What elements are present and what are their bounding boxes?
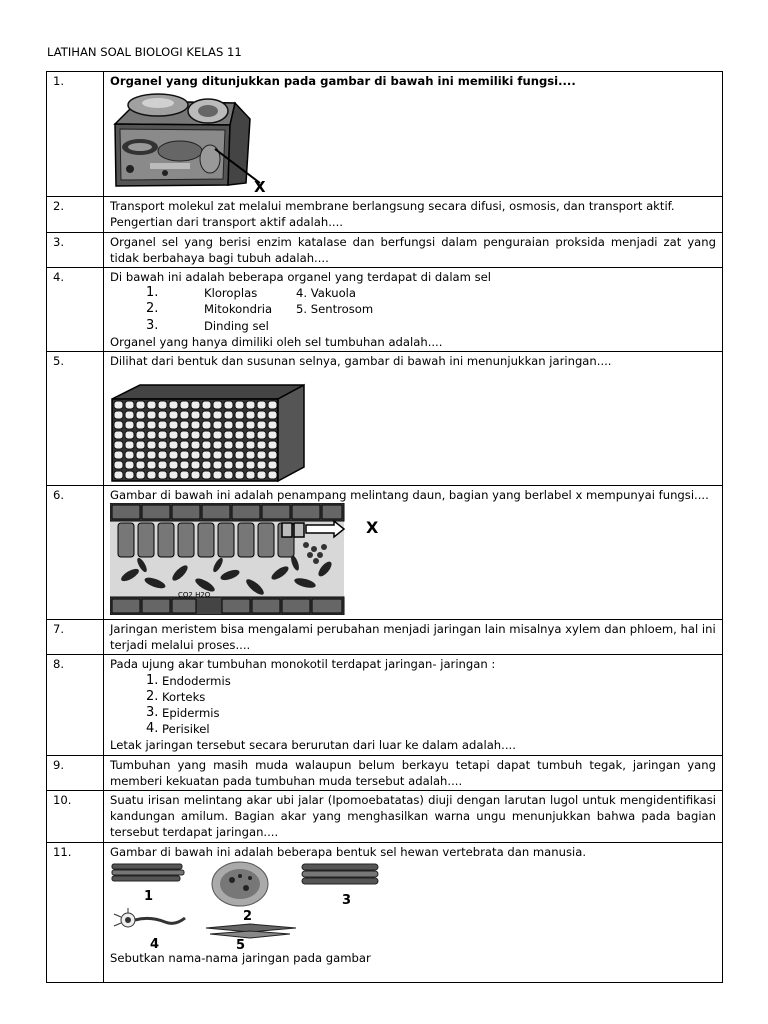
tissue-cell	[202, 471, 211, 479]
question-row-3	[47, 232, 723, 267]
list-item: 1. Endodermis	[146, 672, 231, 688]
tissue-cell	[136, 401, 145, 409]
tissue-cell	[158, 441, 167, 449]
tissue-cell	[169, 441, 178, 449]
tissue-cell	[224, 461, 233, 469]
question-intro: Di bawah ini adalah beberapa organel yang terdapat di dalam sel	[110, 270, 492, 285]
tissue-cell	[158, 471, 167, 479]
tissue-cell	[169, 451, 178, 459]
leaf-cross-section-figure	[110, 503, 400, 615]
question-number: 3.	[47, 232, 104, 267]
tissue-cell	[169, 411, 178, 419]
tissue-cell	[224, 411, 233, 419]
tissue-cell	[224, 431, 233, 439]
tissue-cell	[246, 411, 255, 419]
question-number: 11.	[47, 842, 104, 982]
tissue-cell	[202, 431, 211, 439]
question-text: Sebutkan nama-nama jaringan pada gambar	[110, 950, 371, 965]
tissue-cell	[158, 431, 167, 439]
tissue-cell	[191, 471, 200, 479]
tissue-cell	[191, 421, 200, 429]
tissue-cell	[158, 401, 167, 409]
figure-label-x: X	[254, 178, 266, 196]
question-text: Gambar di bawah ini adalah beberapa bentuk sel hewan vertebrata dan manusia.	[110, 844, 587, 859]
tissue-cell	[169, 401, 178, 409]
question-number: 8.	[47, 655, 104, 755]
tissue-cell	[246, 461, 255, 469]
tissue-cell	[268, 441, 277, 449]
question-row-4	[47, 268, 723, 352]
tissue-cell	[268, 451, 277, 459]
tissue-cell	[136, 441, 145, 449]
tissue-cell	[213, 401, 222, 409]
question-intro: Pada ujung akar tumbuhan monokotil terdapat jaringan- jaringan :	[110, 657, 496, 672]
list-item: 2. Mitokondria 5. Sentrosom	[146, 301, 374, 317]
question-row-1	[47, 72, 723, 197]
tissue-cell	[235, 441, 244, 449]
tissue-cell	[202, 421, 211, 429]
tissue-cell	[257, 441, 266, 449]
tissue-cell	[169, 461, 178, 469]
question-number: 10.	[47, 791, 104, 843]
question-text: Suatu irisan melintang akar ubi jalar (Ipomoebatatas) diuji dengan larutan lugol untuk mengidentifikasi kandungan amilum. Bagian akar yang menghasilkan warna ungu menunjukkan bahwa pada bagian tersebut terdapat jaringan....	[104, 791, 723, 843]
tissue-cell	[268, 421, 277, 429]
question-row-2	[47, 197, 723, 232]
figure-small-label: CO2 H2O	[178, 591, 211, 600]
tissue-cell	[180, 461, 189, 469]
tissue-cell	[147, 401, 156, 409]
question-text: Organel yang ditunjukkan pada gambar di bawah ini memiliki fungsi....	[110, 74, 576, 88]
tissue-cell	[202, 411, 211, 419]
tissue-cell	[246, 431, 255, 439]
question-row-5	[47, 352, 723, 486]
tissue-cell	[125, 461, 134, 469]
cell-label-1: 1	[144, 888, 154, 904]
tissue-cell	[147, 421, 156, 429]
question-text: Jaringan meristem bisa mengalami perubahan menjadi jaringan lain misalnya xylem dan phloem, hal ini terjadi melalui proses....	[104, 620, 723, 655]
organelle-list	[110, 285, 716, 334]
tissue-cell	[246, 441, 255, 449]
tissue-cell	[136, 451, 145, 459]
question-row-11	[47, 842, 723, 982]
tissue-cell	[147, 431, 156, 439]
question-text: Transport molekul zat melalui membrane berlangsung secara difusi, osmosis, dan transport aktif. Pengertian dari transport aktif adalah....	[104, 197, 723, 232]
question-number: 1.	[47, 72, 104, 197]
tissue-cell	[257, 401, 266, 409]
tissue-cell	[114, 441, 123, 449]
question-number: 2.	[47, 197, 104, 232]
tissue-cell	[268, 461, 277, 469]
tissue-cell	[246, 471, 255, 479]
tissue-cell	[125, 451, 134, 459]
tissue-cell	[235, 431, 244, 439]
tissue-cell	[125, 441, 134, 449]
question-text: Organel yang hanya dimiliki oleh sel tumbuhan adalah....	[110, 334, 443, 349]
tissue-cell	[158, 451, 167, 459]
tissue-cell	[213, 461, 222, 469]
question-number: 7.	[47, 620, 104, 655]
question-text: Organel sel yang berisi enzim katalase dan berfungsi dalam penguraian proksida menjadi zat yang tidak berbahaya bagi tubuh adalah....	[104, 232, 723, 267]
question-row-10	[47, 791, 723, 843]
document-title: LATIHAN SOAL BIOLOGI KELAS 11	[47, 45, 242, 59]
list-item: 1. Kloroplas 4. Vakuola	[146, 285, 357, 301]
question-number: 5.	[47, 352, 104, 486]
tissue-cell	[257, 471, 266, 479]
cell-organelle-figure	[110, 89, 270, 195]
question-number: 6.	[47, 486, 104, 620]
tissue-cell	[246, 401, 255, 409]
tissue-cell	[125, 421, 134, 429]
tissue-cell	[125, 401, 134, 409]
tissue-cell	[114, 461, 123, 469]
tissue-cell	[213, 471, 222, 479]
question-text: Dilihat dari bentuk dan susunan selnya, gambar di bawah ini menunjukkan jaringan....	[110, 354, 612, 369]
question-row-8	[47, 655, 723, 755]
tissue-block-figure	[110, 383, 305, 483]
tissue-cell	[125, 411, 134, 419]
tissue-cell	[224, 401, 233, 409]
tissue-cell	[235, 471, 244, 479]
tissue-cell	[191, 411, 200, 419]
cell-label-2: 2	[243, 908, 253, 924]
tissue-cell	[268, 411, 277, 419]
tissue-cell	[235, 451, 244, 459]
list-item: 3. Dinding sel	[146, 317, 269, 333]
tissue-cell	[147, 451, 156, 459]
tissue-cell	[114, 471, 123, 479]
tissue-cell	[235, 401, 244, 409]
tissue-cell	[147, 471, 156, 479]
question-text: Tumbuhan yang masih muda walaupun belum berkayu tetapi dapat tumbuh tegak, jaringan yang memberi kekuatan pada tumbuhan muda tersebut adalah....	[104, 755, 723, 790]
tissue-cell	[213, 441, 222, 449]
list-item: 3. Epidermis	[146, 705, 220, 721]
tissue-cell	[257, 421, 266, 429]
tissue-cell	[191, 451, 200, 459]
tissue-cell	[114, 411, 123, 419]
tissue-cell	[125, 471, 134, 479]
tissue-cell	[257, 451, 266, 459]
question-text: Gambar di bawah ini adalah penampang melintang daun, bagian yang berlabel x mempunyai fungsi....	[110, 488, 709, 503]
tissue-cell	[235, 411, 244, 419]
tissue-cell	[246, 451, 255, 459]
tissue-cell	[213, 411, 222, 419]
question-row-6	[47, 486, 723, 620]
cell-label-5: 5	[236, 937, 246, 950]
tissue-list	[110, 673, 716, 738]
tissue-cell	[257, 411, 266, 419]
tissue-cell	[169, 471, 178, 479]
tissue-cell	[235, 461, 244, 469]
tissue-cell	[158, 411, 167, 419]
tissue-cell	[268, 471, 277, 479]
animal-cells-figure	[110, 860, 382, 950]
tissue-cell	[169, 431, 178, 439]
tissue-cell	[268, 401, 277, 409]
tissue-cell	[224, 421, 233, 429]
tissue-cell	[202, 461, 211, 469]
tissue-cell	[180, 451, 189, 459]
tissue-cell	[202, 451, 211, 459]
tissue-cell	[202, 401, 211, 409]
tissue-cell	[268, 431, 277, 439]
tissue-cell	[224, 451, 233, 459]
tissue-cell	[235, 421, 244, 429]
figure-label-x: X	[366, 518, 379, 538]
tissue-cell	[180, 401, 189, 409]
question-number: 4.	[47, 268, 104, 352]
tissue-cell	[136, 421, 145, 429]
tissue-cell	[147, 461, 156, 469]
question-number: 9.	[47, 755, 104, 790]
tissue-cell	[136, 431, 145, 439]
tissue-cell	[213, 421, 222, 429]
tissue-cell	[191, 431, 200, 439]
question-row-7	[47, 620, 723, 655]
tissue-cell	[158, 421, 167, 429]
tissue-cell	[246, 421, 255, 429]
list-item: 2. Korteks	[146, 688, 206, 704]
tissue-cell	[224, 441, 233, 449]
tissue-cell	[136, 461, 145, 469]
question-text: Letak jaringan tersebut secara berurutan dari luar ke dalam adalah....	[110, 738, 516, 753]
tissue-cell	[191, 441, 200, 449]
tissue-cell	[114, 401, 123, 409]
tissue-cell	[257, 461, 266, 469]
tissue-cell	[125, 431, 134, 439]
tissue-cell	[180, 421, 189, 429]
tissue-cell	[114, 421, 123, 429]
question-row-9	[47, 755, 723, 790]
tissue-cell	[213, 451, 222, 459]
question-table	[46, 71, 723, 983]
tissue-cell	[147, 441, 156, 449]
cell-label-4: 4	[150, 936, 160, 950]
tissue-cell	[147, 411, 156, 419]
tissue-cell	[191, 401, 200, 409]
cell-label-3: 3	[342, 892, 352, 908]
tissue-cell	[180, 411, 189, 419]
tissue-cell	[180, 441, 189, 449]
tissue-cell	[191, 461, 200, 469]
tissue-cell	[224, 471, 233, 479]
tissue-cell	[169, 421, 178, 429]
tissue-cell	[213, 431, 222, 439]
tissue-cell	[136, 411, 145, 419]
tissue-cell	[202, 441, 211, 449]
tissue-cell	[180, 431, 189, 439]
tissue-cell	[136, 471, 145, 479]
tissue-cell	[114, 431, 123, 439]
list-item: 4. Perisikel	[146, 721, 210, 737]
tissue-cell	[257, 431, 266, 439]
tissue-cell	[180, 471, 189, 479]
tissue-cell	[114, 451, 123, 459]
tissue-cell	[158, 461, 167, 469]
